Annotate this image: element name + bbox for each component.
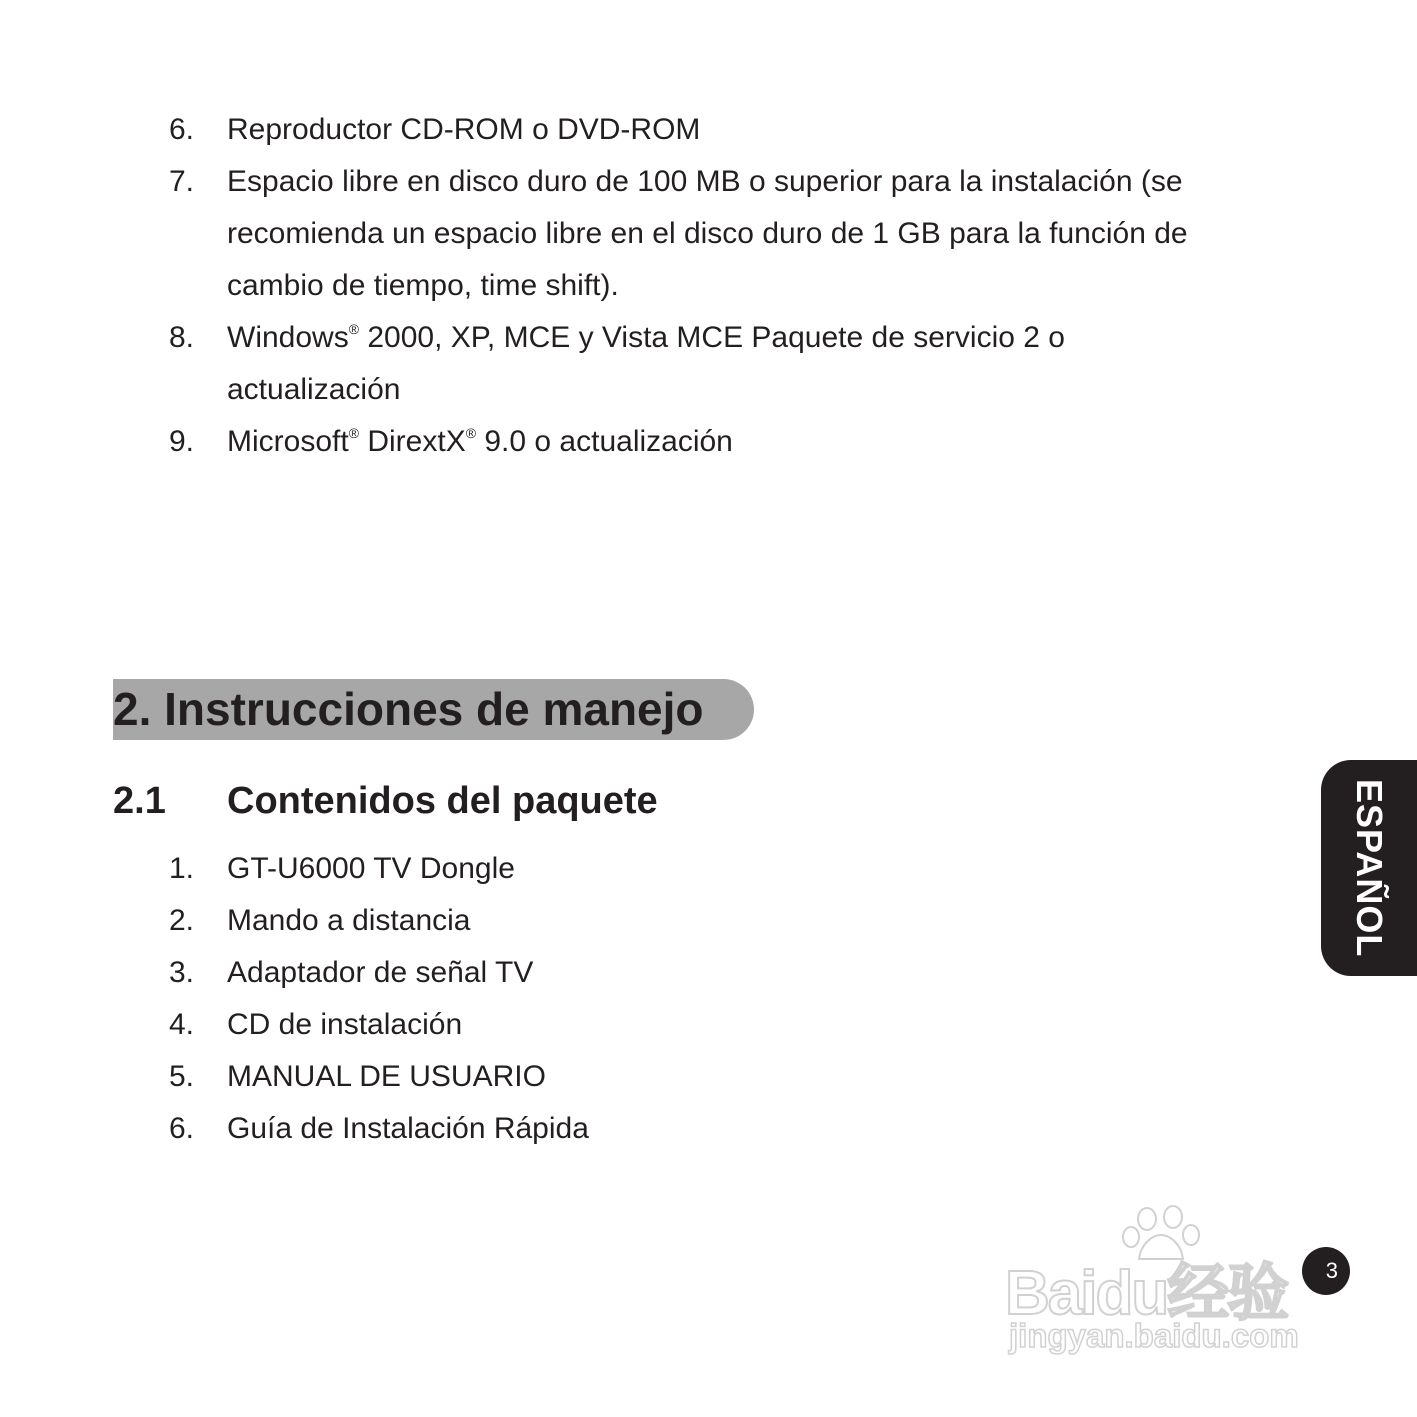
- item-text: Mando a distancia: [227, 904, 471, 937]
- list-item: [0, 895, 1267, 947]
- item-text: Windows: [227, 321, 349, 354]
- list-item: [0, 999, 1267, 1051]
- subsection-title: Contenidos del paquete: [227, 780, 658, 822]
- package-contents-list: [0, 843, 1267, 1155]
- list-item: [0, 843, 1267, 895]
- section-title: 2. Instrucciones de manejo: [113, 683, 704, 735]
- item-text: CD de instalación: [227, 1008, 463, 1041]
- list-item: [0, 416, 1267, 468]
- list-item: [0, 947, 1267, 999]
- item-number: 5.: [169, 1060, 195, 1093]
- item-number: 3.: [169, 956, 195, 989]
- item-text: Microsoft: [227, 425, 349, 458]
- item-text: 9.0 o actualización: [476, 425, 733, 458]
- watermark-logo: Baidu经验: [1005, 1259, 1288, 1328]
- item-text: 2000, XP, MCE y Vista MCE Paquete de servicio 2 o: [359, 321, 1065, 354]
- item-number: 6.: [169, 113, 195, 146]
- list-item: [0, 1051, 1267, 1103]
- item-text: Adaptador de señal TV: [227, 956, 534, 989]
- watermark: [1005, 1205, 1335, 1365]
- list-item: [0, 104, 1267, 156]
- registered-mark: ®: [465, 425, 477, 441]
- item-number: 1.: [169, 852, 195, 885]
- language-tab-label: ESPAÑOL: [1349, 778, 1390, 958]
- list-item: [0, 156, 1267, 312]
- registered-mark: ®: [348, 321, 360, 337]
- registered-mark: ®: [348, 425, 360, 441]
- item-text: DirextX: [359, 425, 466, 458]
- subsection-number: 2.1: [113, 780, 166, 822]
- item-number: 4.: [169, 1008, 195, 1041]
- item-number: 9.: [169, 425, 195, 458]
- item-text: Reproductor CD-ROM o DVD-ROM: [227, 113, 701, 146]
- item-text: cambio de tiempo, time shift).: [227, 269, 619, 302]
- item-text: actualización: [227, 373, 401, 406]
- item-text: GT-U6000 TV Dongle: [227, 852, 515, 885]
- requirements-list: [0, 104, 1267, 468]
- watermark-url: jingyan.baidu.com: [1009, 1317, 1299, 1354]
- item-text: MANUAL DE USUARIO: [227, 1060, 546, 1093]
- item-text: recomienda un espacio libre en el disco duro de 1 GB para la función de: [227, 217, 1188, 250]
- item-text: Guía de Instalación Rápida: [227, 1112, 589, 1145]
- item-text: Espacio libre en disco duro de 100 MB o superior para la instalación (se: [227, 165, 1183, 198]
- item-number: 8.: [169, 321, 195, 354]
- list-item: [0, 1103, 1267, 1155]
- list-item: [0, 312, 1267, 416]
- item-number: 7.: [169, 165, 195, 198]
- item-number: 6.: [169, 1112, 195, 1145]
- page-number: 3: [1302, 1247, 1350, 1295]
- item-number: 2.: [169, 904, 195, 937]
